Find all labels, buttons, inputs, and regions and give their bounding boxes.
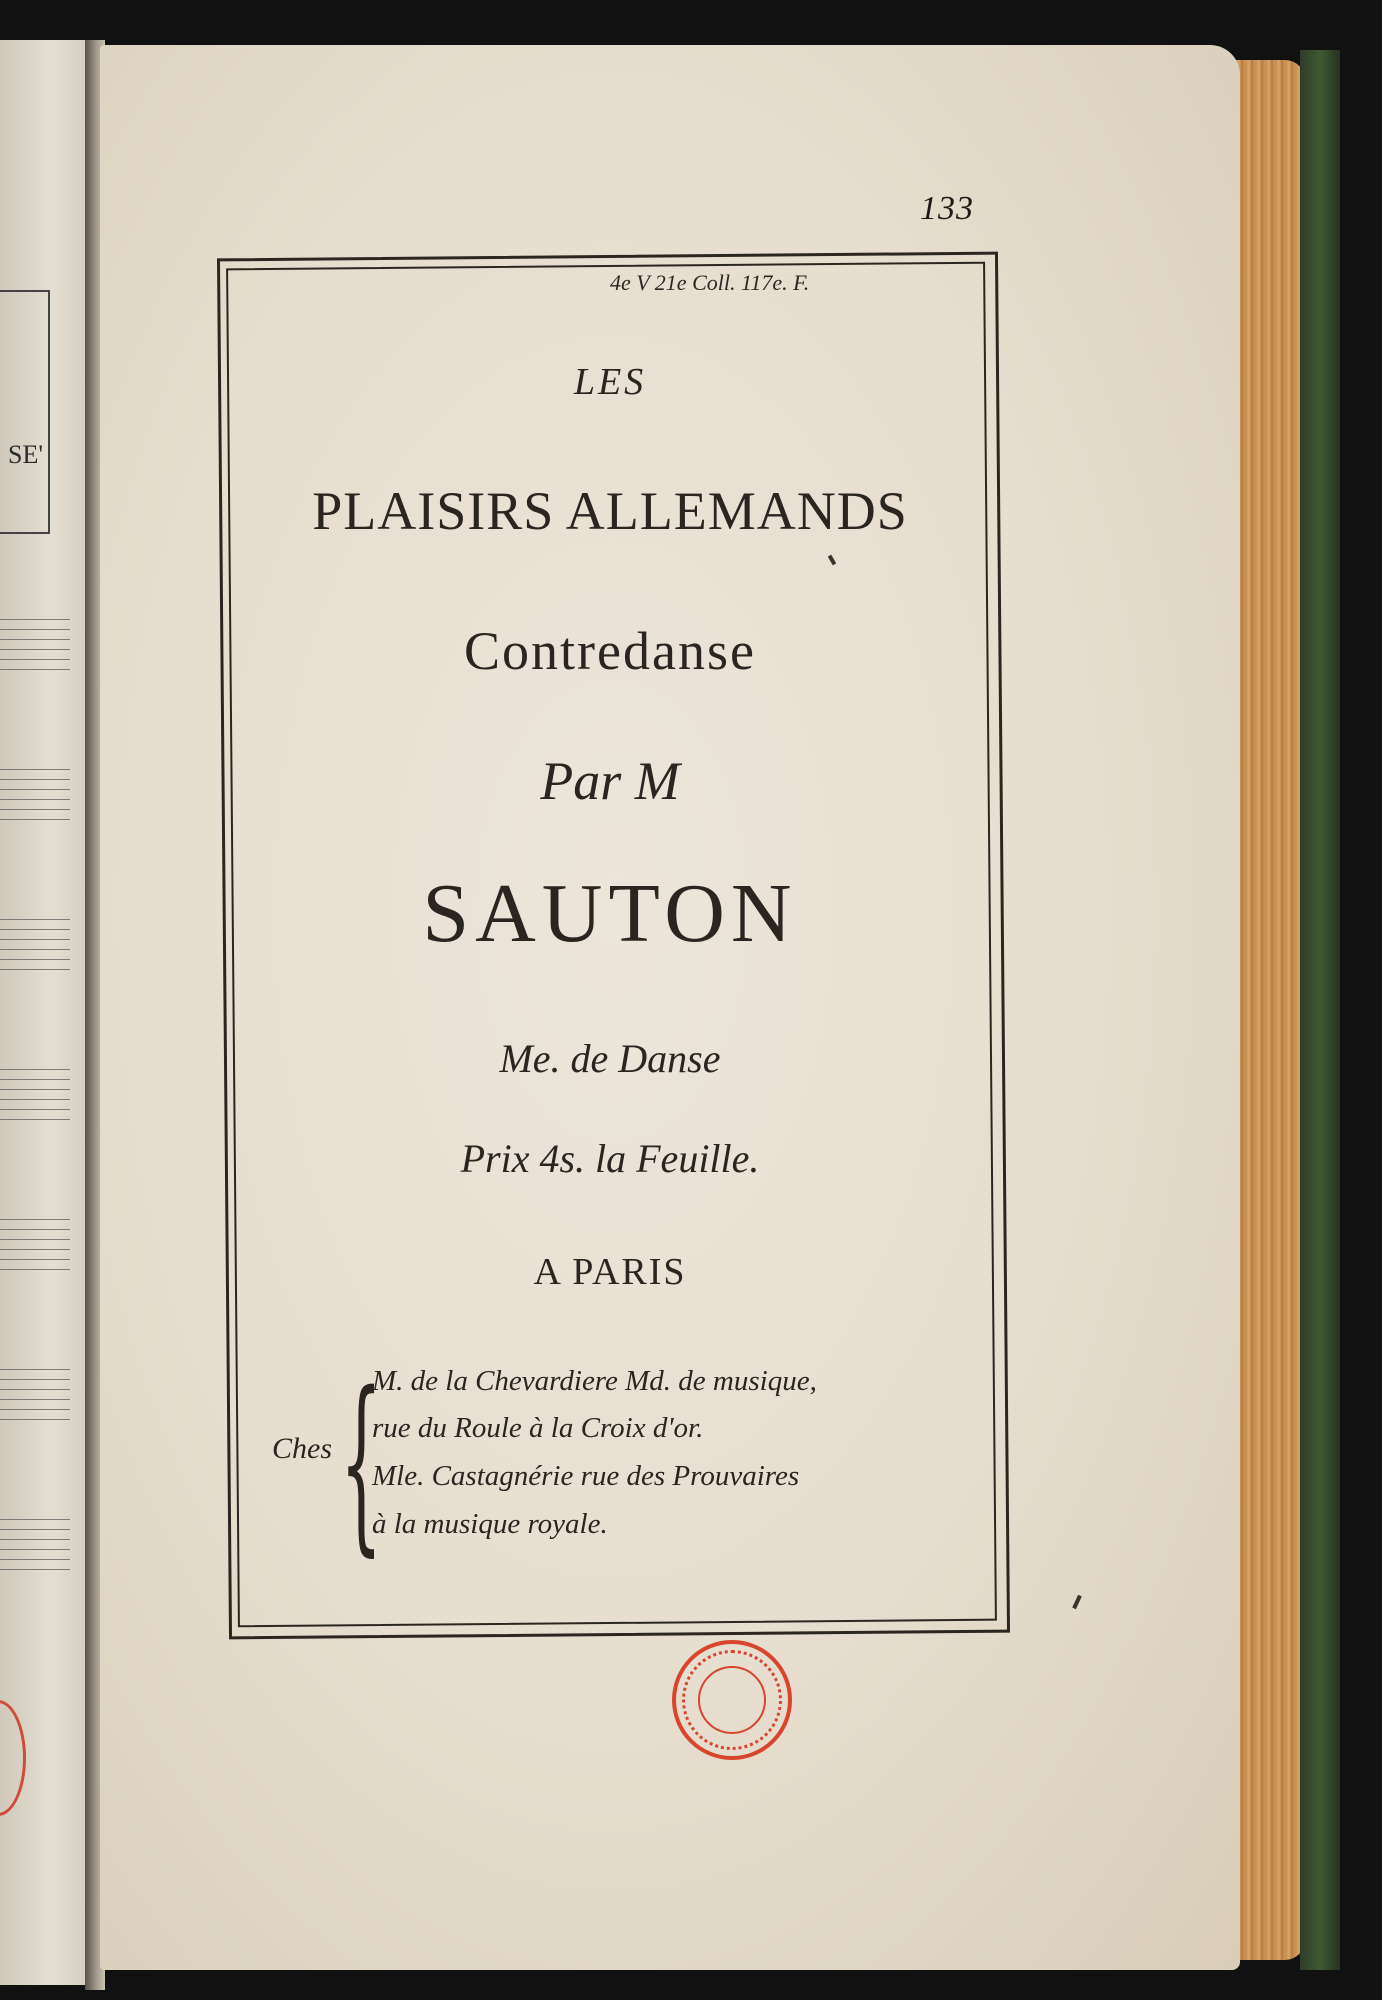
page-number: 133 bbox=[920, 190, 974, 227]
composer-profession: Me. de Danse bbox=[499, 1036, 721, 1081]
page-edges bbox=[1235, 60, 1305, 1960]
composer-name: SAUTON bbox=[422, 867, 798, 960]
left-page-partial-text: SE' bbox=[8, 440, 44, 469]
publisher-label: Ches bbox=[272, 1432, 332, 1465]
library-stamp-icon bbox=[672, 1640, 792, 1760]
stamp-inner-ring bbox=[698, 1666, 766, 1734]
music-staff bbox=[0, 1060, 70, 1120]
attribution-by: Par M bbox=[540, 751, 680, 811]
brace-icon: { bbox=[340, 1352, 383, 1573]
music-staff bbox=[0, 610, 70, 670]
music-staff bbox=[0, 1210, 70, 1270]
left-page-title-box bbox=[0, 290, 50, 534]
title-article: LES bbox=[573, 361, 647, 403]
music-staff bbox=[0, 760, 70, 820]
catalog-mark: 4e V 21e Coll. 117e. F. bbox=[610, 270, 810, 295]
left-facing-page bbox=[0, 40, 85, 1985]
binding-cover-edge bbox=[1300, 50, 1340, 1970]
music-staff bbox=[0, 910, 70, 970]
publisher-line: rue du Roule à la Croix d'or. bbox=[372, 1412, 704, 1444]
work-title: PLAISIRS ALLEMANDS bbox=[312, 481, 908, 541]
price: Prix 4s. la Feuille. bbox=[460, 1136, 760, 1181]
publisher-line: Mle. Castagnérie rue des Prouvaires bbox=[372, 1460, 800, 1492]
publisher-line: à la musique royale. bbox=[372, 1508, 608, 1540]
publication-city: A PARIS bbox=[533, 1251, 687, 1293]
music-staff bbox=[0, 1510, 70, 1570]
music-staff bbox=[0, 1360, 70, 1420]
publisher-line: M. de la Chevardiere Md. de musique, bbox=[372, 1365, 817, 1397]
work-genre: Contredanse bbox=[464, 621, 756, 681]
